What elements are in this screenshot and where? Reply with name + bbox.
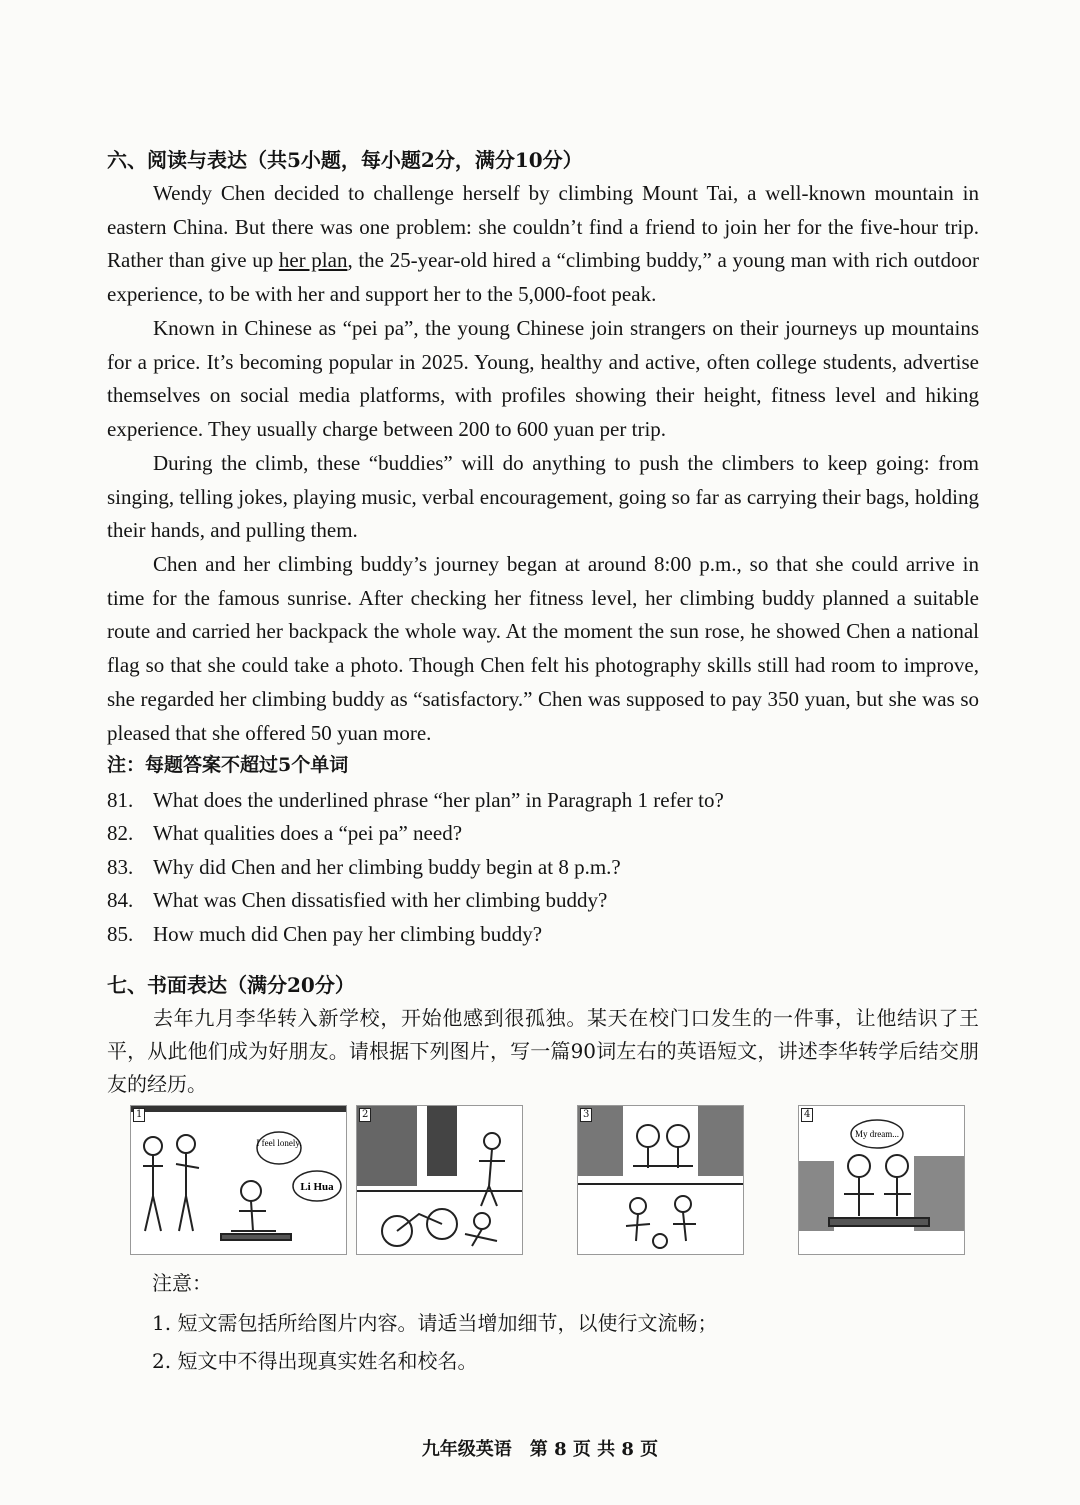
- answer-note: 注：每题答案不超过5个单词: [107, 754, 349, 776]
- picture-1-illustration: [131, 1106, 346, 1254]
- picture-number: 1: [133, 1108, 145, 1122]
- writing-prompt: 去年九月李华转入新学校，开始他感到很孤独。某天在校门口发生的一件事，让他结识了王平，从此他们成为好朋友。请根据下列图片，写一篇90词左右的英语短文，讲述李华转学后结交朋友的经历。: [107, 1006, 979, 1096]
- picture-3: [577, 1105, 744, 1255]
- passage-paragraph-1: Wendy Chen decided to challenge herself by climbing Mount Tai, a well-known mountain in eastern China. But there was one problem: she couldn’t find a friend to join her for the five-hour trip. Rather than give up her plan, the 25-year-old hired a “climbing buddy,” a young man with rich outdoor experience, to be with her and support her to the 5,000-foot peak.: [107, 181, 979, 307]
- picture-number: 4: [801, 1108, 813, 1122]
- question-82: 82. What qualities does a “pei pa” need?: [107, 821, 463, 845]
- requirement-1: 1. 短文需包括所给图片内容。请适当增加细节，以使行文流畅；: [152, 1311, 718, 1335]
- question-84: 84. What was Chen dissatisfied with her climbing buddy?: [107, 888, 608, 912]
- picture-number: 2: [359, 1108, 371, 1122]
- svg-text:Li Hua: Li Hua: [300, 1181, 334, 1193]
- underlined-phrase: her plan: [278, 248, 348, 273]
- picture-1: [130, 1105, 347, 1255]
- picture-4-illustration: [799, 1106, 964, 1254]
- passage-paragraph-4: Chen and her climbing buddy’s journey began at around 8:00 p.m., so that she could arrive in time for the famous sunrise. After checking her fitness level, her climbing buddy planned a suitable route and carried her backpack the whole way. At the moment the sun rose, he showed Chen a national flag so that she could take a photo. Though Chen felt his photography skills still had room to improve, she regarded her climbing buddy as “satisfactory.” Chen was supposed to pay 350 yuan, but she was so pleased that she offered 50 yuan more.: [107, 552, 979, 745]
- passage-paragraph-2: Known in Chinese as “pei pa”, the young Chinese join strangers on their journeys up mountains for a price. It’s becoming popular in 2025. Young, healthy and active, often college students, advertise themselves on social media platforms, with profiles showing their height, fitness level and hiking experience. They usually charge between 200 to 600 yuan per trip.: [107, 316, 979, 442]
- section7-heading: 七、书面表达（满分20分）: [107, 973, 355, 997]
- picture-2-illustration: [357, 1106, 522, 1254]
- picture-4: [798, 1105, 965, 1255]
- question-81: 81. What does the underlined phrase “her plan” in Paragraph 1 refer to?: [107, 788, 724, 812]
- page-footer: 九年级英语 第 8 页 共 8 页: [421, 1439, 659, 1460]
- requirements-title: 注意：: [152, 1271, 212, 1295]
- requirement-2: 2. 短文中不得出现真实姓名和校名。: [152, 1349, 478, 1373]
- picture-number: 3: [580, 1108, 592, 1122]
- svg-text:My dream...: My dream...: [855, 1129, 899, 1139]
- question-83: 83. Why did Chen and her climbing buddy begin at 8 p.m.?: [107, 855, 621, 879]
- picture-3-illustration: [578, 1106, 743, 1254]
- picture-2: [356, 1105, 523, 1255]
- passage-paragraph-3: During the climb, these “buddies” will do anything to push the climbers to keep going: from singing, telling jokes, playing music, verbal encouragement, going so far as carrying their bags, holding their hands, and pulling them.: [107, 451, 979, 543]
- question-85: 85. How much did Chen pay her climbing buddy?: [107, 922, 543, 946]
- svg-text:I feel lonely.: I feel lonely.: [256, 1138, 302, 1148]
- section6-heading: 六、阅读与表达（共5小题，每小题2分，满分10分）: [107, 148, 583, 172]
